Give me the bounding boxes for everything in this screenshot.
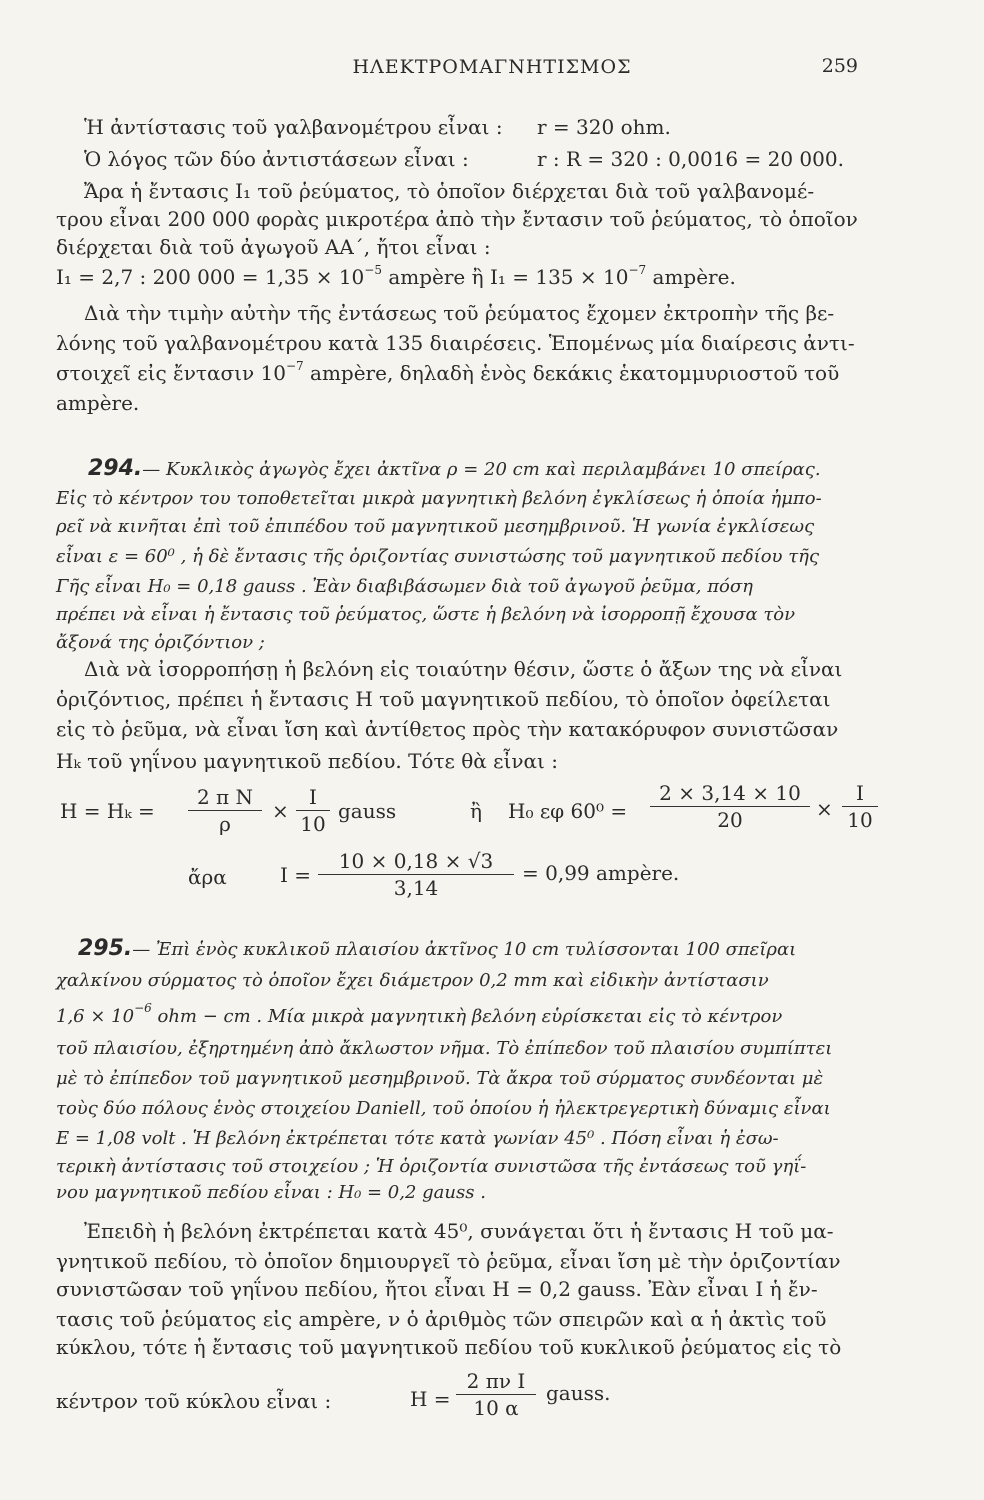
eq-exp-1: −5: [364, 263, 382, 277]
problem-295-line-1: [78, 936, 796, 963]
solution-294-line-4: Hₖ τοῦ γηΐνου μαγνητικοῦ πεδίου. Τότε θὰ εἶναι :: [56, 749, 558, 773]
eq2-lhs: I =: [280, 863, 312, 887]
intro-line-1-value: r = 320 ohm.: [537, 115, 671, 139]
problem-294-line-7: ἄξονά της ὁριζόντιον ;: [56, 632, 265, 653]
final-eq-unit: gauss.: [546, 1381, 611, 1405]
intro-line-2-value: r : R = 320 : 0,0016 = 20 000.: [537, 147, 844, 171]
intro-line-7: Διὰ τὴν τιμὴν αὐτὴν τῆς ἐντάσεως τοῦ ῥεύματος ἔχομεν ἐκτροπὴν τῆς βε-: [84, 301, 835, 325]
solution-295-line-3: συνιστῶσαν τοῦ γηΐνου πεδίου, ἤτοι εἶναι H = 0,2 gauss. Ἐὰν εἶναι I ἡ ἔν-: [56, 1277, 818, 1301]
eq-exp-2: −7: [628, 263, 647, 277]
intro-line-9b: ampère, δηλαδὴ ἑνὸς δεκάκις ἑκατομμυριοστοῦ τοῦ: [303, 361, 840, 385]
problem-294-line-5: Γῆς εἶναι H₀ = 0,18 gauss . Ἐὰν διαβιβάσωμεν διὰ τοῦ ἀγωγοῦ ῥεῦμα, πόση: [56, 576, 753, 597]
final-eq-fraction: [456, 1368, 536, 1421]
solution-295-line-6: κέντρον τοῦ κύκλου εἶναι :: [56, 1389, 332, 1413]
eq1-rhs: H₀ εφ 60⁰ =: [508, 799, 628, 823]
solution-295-line-1: Ἐπειδὴ ἡ βελόνη ἐκτρέπεται κατὰ 45⁰, συνάγεται ὅτι ἡ ἔντασις H τοῦ μα-: [84, 1219, 834, 1243]
eq2-numerator: 10 × 0,18 × √3: [318, 848, 514, 875]
eq1-f4-numerator: I: [842, 780, 878, 807]
intro-line-4: τρου εἶναι 200 000 φορὰς μικροτέρα ἀπὸ τὴν ἔντασιν τοῦ ῥεύματος, τὸ ὁποῖον: [56, 207, 858, 231]
eq1-unit: gauss: [338, 799, 397, 823]
eq1-fraction-4: [842, 780, 878, 833]
final-eq-numerator: 2 πν I: [456, 1368, 536, 1395]
problem-295-line-8: τερικὴ ἀντίστασις τοῦ στοιχείου ; Ἡ ὁριζοντία συνιστῶσα τῆς ἐντάσεως τοῦ γηΐ-: [56, 1156, 807, 1177]
eq1-f1-denominator: ρ: [219, 812, 231, 836]
intro-line-10: ampère.: [56, 391, 140, 415]
problem-295-line-2: χαλκίνου σύρματος τὸ ὁποῖον ἔχει διάμετρον 0,2 mm καὶ εἰδικὴν ἀντίστασιν: [56, 970, 769, 991]
intro-line-9: [56, 360, 839, 386]
problem-294-line-1-text: — Κυκλικὸς ἀγωγὸς ἔχει ἀκτῖνα ρ = 20 cm καὶ περιλαμβάνει 10 σπείρας.: [142, 459, 821, 480]
eq2-ara: ἄρα: [188, 865, 227, 889]
problem-295-line-6: τοὺς δύο πόλους ἑνὸς στοιχείου Daniell, τοῦ ὁποίου ἡ ἠλεκτρεγερτικὴ δύναμις εἶναι: [56, 1098, 831, 1119]
intro-line-8: λόνης τοῦ γαλβανομέτρου κατὰ 135 διαιρέσεις. Ἑπομένως μία διαίρεσις ἀντι-: [56, 331, 855, 355]
eq1-fraction-3: [650, 780, 810, 833]
eq2-result: = 0,99 ampère.: [522, 861, 680, 885]
eq1-f3-numerator: 2 × 3,14 × 10: [650, 780, 810, 807]
eq1-f2-numerator: I: [296, 784, 330, 811]
solution-295-line-2: γνητικοῦ πεδίου, τὸ ὁποῖον δημιουργεῖ τὸ ῥεῦμα, εἶναι ἴση μὲ τὴν ὁριζοντίαν: [56, 1249, 841, 1273]
eq1-fraction-2: [296, 784, 330, 837]
intro-line-9a: στοιχεῖ εἰς ἔντασιν 10: [56, 361, 286, 385]
eq-left: I₁ = 2,7 : 200 000 = 1,35 × 10: [56, 265, 365, 289]
problem-295-line-7: E = 1,08 volt . Ἡ βελόνη ἐκτρέπεται τότε κατὰ γωνίαν 45⁰ . Πόση εἶναι ἡ ἐσω-: [56, 1128, 779, 1149]
problem-294-number: 294.: [88, 456, 143, 481]
running-header-title: ΗΛΕΚΤΡΟΜΑΓΝΗΤΙΣΜΟΣ: [352, 56, 632, 78]
eq1-f1-numerator: 2 π N: [188, 784, 262, 811]
page-number: 259: [821, 55, 858, 77]
intro-line-3: Ἄρα ἡ ἔντασις I₁ τοῦ ῥεύματος, τὸ ὁποῖον διέρχεται διὰ τοῦ γαλβανομέ-: [84, 179, 815, 203]
intro-line-2: Ὁ λόγος τῶν δύο ἀντιστάσεων εἶναι :: [84, 147, 469, 171]
eq1-f4-denominator: 10: [847, 808, 873, 832]
eq1-f2-denominator: 10: [300, 812, 326, 836]
eq2-fraction: [318, 848, 514, 901]
problem-294-line-3: ρεῖ νὰ κινῆται ἐπὶ τοῦ ἐπιπέδου τοῦ μαγνητικοῦ μεσημβρινοῦ. Ἡ γωνία ἐγκλίσεως: [56, 516, 815, 537]
problem-295-line-3-exp: −6: [134, 1001, 152, 1015]
problem-295-line-9: νου μαγνητικοῦ πεδίου εἶναι : H₀ = 0,2 gauss .: [56, 1182, 486, 1203]
problem-295-line-3b: ohm − cm . Μία μικρὰ μαγνητικὴ βελόνη εὑρίσκεται εἰς τὸ κέντρον: [151, 1006, 783, 1027]
problem-295-line-3a: 1,6 × 10: [56, 1006, 135, 1027]
problem-295-line-4: τοῦ πλαισίου, ἐξηρτημένη ἀπὸ ἄκλωστον νῆμα. Τὸ ἐπίπεδον τοῦ πλαισίου συμπίπτει: [56, 1038, 833, 1059]
solution-295-line-5: κύκλου, τότε ἡ ἔντασις τοῦ μαγνητικοῦ πεδίου τοῦ κυκλικοῦ ῥεύματος εἰς τὸ: [56, 1335, 842, 1359]
eq1-f3-denominator: 20: [717, 808, 743, 832]
problem-294-line-2: Εἰς τὸ κέντρον του τοποθετεῖται μικρὰ μαγνητικὴ βελόνη ἐγκλίσεως ἡ ὁποία ἠμπο-: [56, 488, 822, 509]
final-eq-denominator: 10 α: [473, 1396, 519, 1420]
solution-294-line-1: Διὰ νὰ ἰσορροπήσῃ ἡ βελόνη εἰς τοιαύτην θέσιν, ὥστε ὁ ἄξων της νὰ εἶναι: [84, 657, 843, 681]
intro-equation: [56, 264, 736, 290]
problem-294-line-6: πρέπει νὰ εἶναι ἡ ἔντασις τοῦ ῥεύματος, ὥστε ἡ βελόνη νὰ ἰσορροπῇ ἔχουσα τὸν: [56, 604, 796, 625]
eq-end: ampère.: [646, 265, 736, 289]
intro-line-1: Ἡ ἀντίστασις τοῦ γαλβανομέτρου εἶναι :: [84, 115, 503, 139]
eq1-fraction-1: [188, 784, 262, 837]
problem-295-line-1-text: — Ἐπὶ ἑνὸς κυκλικοῦ πλαισίου ἀκτῖνος 10 cm τυλίσσονται 100 σπεῖραι: [132, 939, 797, 960]
eq1-times: ×: [272, 799, 289, 823]
eq1-lhs: H = Hₖ =: [60, 799, 155, 823]
final-eq-lhs: H =: [410, 1387, 451, 1411]
solution-294-line-3: εἰς τὸ ῥεῦμα, νὰ εἶναι ἴση καὶ ἀντίθετος πρὸς τὴν κατακόρυφον συνιστῶσαν: [56, 717, 839, 741]
eq-mid: ampère ἢ I₁ = 135 × 10: [381, 265, 629, 289]
solution-295-line-4: τασις τοῦ ῥεύματος εἰς ampère, ν ὁ ἀριθμὸς τῶν σπειρῶν καὶ α ἡ ἀκτὶς τοῦ: [56, 1307, 827, 1331]
eq2-denominator: 3,14: [393, 876, 439, 900]
eq1-or: ἢ: [470, 799, 482, 823]
eq1-times-2: ×: [816, 797, 833, 821]
solution-294-line-2: ὁριζόντιος, πρέπει ἡ ἔντασις H τοῦ μαγνητικοῦ πεδίου, τὸ ὁποῖον ὀφείλεται: [56, 687, 831, 711]
intro-line-9-exp: −7: [285, 359, 304, 373]
problem-294-line-4: εἶναι ε = 60⁰ , ἡ δὲ ἔντασις τῆς ὁριζοντίας συνιστώσης τοῦ μαγνητικοῦ πεδίου τῆς: [56, 546, 820, 567]
problem-295-number: 295.: [78, 936, 133, 961]
problem-295-line-5: μὲ τὸ ἐπίπεδον τοῦ μαγνητικοῦ μεσημβρινοῦ. Τὰ ἄκρα τοῦ σύρματος συνδέονται μὲ: [56, 1068, 824, 1089]
problem-295-line-3: [56, 1001, 783, 1030]
problem-294-line-1: [88, 456, 821, 483]
intro-line-5: διέρχεται διὰ τοῦ ἀγωγοῦ ΑΑ΄, ἤτοι εἶναι :: [56, 235, 491, 259]
